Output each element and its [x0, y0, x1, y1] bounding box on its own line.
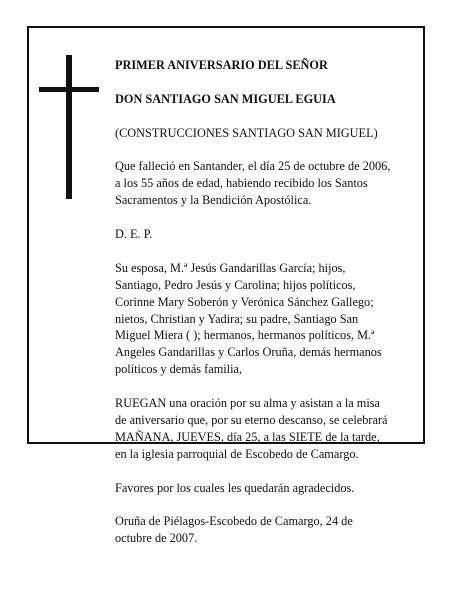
notice-text-block [115, 40, 425, 564]
cross-icon [39, 55, 99, 199]
cross-vertical-bar [66, 55, 72, 199]
cross-horizontal-bar [39, 87, 99, 92]
death-information: Que falleció en Santander, el día 25 de octubre de 2006, a los 55 años de edad, habiendo recibido los Santos Sacramentos y la Bendición Apostólica. [115, 159, 391, 208]
obituary-notice [27, 26, 425, 546]
place-and-date: Oruña de Piélagos-Escobedo de Camargo, 24 de octubre de 2007. [115, 514, 353, 546]
notice-title-line-2: DON SANTIAGO SAN MIGUEL EGUIA [115, 91, 336, 106]
rest-in-peace: D. E. P. [115, 226, 153, 241]
mass-request: RUEGAN una oración por su alma y asistan a la misa de aniversario que, por su eterno descanso, se celebrará MAÑANA, JUEVES, día 25, a las SIETE de la tarde, en la iglesia parroquial de Escobedo de Camargo. [115, 396, 388, 461]
thanks-message: Favores por los cuales les quedarán agradecidos. [115, 480, 355, 495]
family-list: Su esposa, M.ª Jesús Gandarillas García; hijos, Santiago, Pedro Jesús y Carolina; hijos políticos, Corinne Mary Soberón y Verónica Sánchez Gallego; nietos, Christian y Yadira; su padre, Santiago San Miguel Miera ( ); hermanos, hermanos políticos, M.ª Angeles Gandarillas y Carlos Oruña, demás hermanos políticos y demás familia, [115, 260, 382, 377]
company-name: (CONSTRUCCIONES SANTIAGO SAN MIGUEL) [115, 125, 378, 140]
notice-title-line-1: PRIMER ANIVERSARIO DEL SEÑOR [115, 57, 328, 72]
